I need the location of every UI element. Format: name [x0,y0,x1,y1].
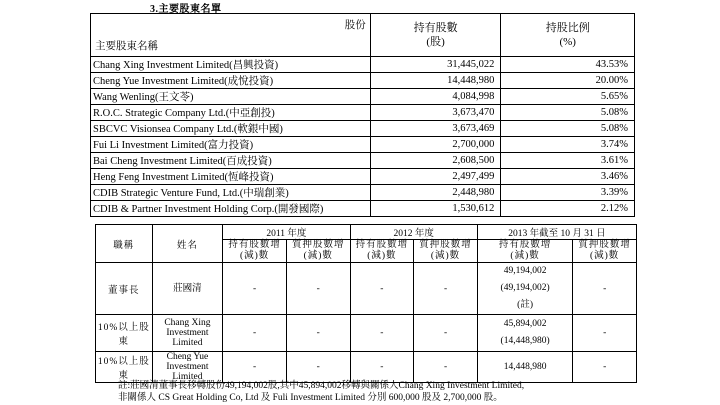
footnote [118,380,524,404]
period-2012: 2012 年度 [350,225,477,240]
ratio-col-header-line2: (%) [559,36,576,48]
change-value: - [350,315,414,352]
held-change-line2: (減)數 [367,251,397,261]
holder-shares: 3,673,469 [370,121,501,137]
table-row [91,73,635,89]
holder-shares: 4,084,998 [370,89,501,105]
table-row [96,315,637,352]
holder-ratio: 3.46% [501,169,635,185]
holder-ratio: 20.00% [501,73,635,89]
shareholding-changes-table [95,224,637,383]
person-name: 莊國清 [152,263,223,315]
holder-name: CDIB Strategic Venture Fund, Ltd.(中瑞創業) [91,185,371,201]
ratio-col-header-line1: 持股比例 [545,22,590,34]
table-row [91,57,635,73]
held-change-header [350,240,414,263]
holder-ratio: 3.74% [501,137,635,153]
pledge-change-line1: 質押股數增 [291,240,345,250]
holder-name: R.O.C. Strategic Company Ltd.(中亞創投) [91,105,371,121]
holder-name: CDIB & Partner Investment Holding Corp.(開發國際) [91,201,371,217]
person-title: 10%以上股東 [96,315,153,352]
section-title: 3.主要股東名單 [150,4,222,15]
person-title: 10%以上股東 [96,352,153,383]
held-change-header [477,240,572,263]
major-shareholders-table [90,13,635,217]
name-header-label: 主要股東名稱 [95,41,158,52]
holder-shares: 2,608,500 [370,153,501,169]
table-row [96,352,637,383]
table-row [96,263,637,315]
change-value-line: (49,194,002) [500,283,550,293]
pledge-change-header [573,240,637,263]
holder-shares: 2,448,980 [370,185,501,201]
holder-name: Fui Li Investment Limited(富力投資) [91,137,371,153]
person-title: 董事長 [96,263,153,315]
holder-name: Chang Xing Investment Limited(昌興投資) [91,57,371,73]
pledge-change-line2: (減)數 [303,251,333,261]
change-value: - [286,315,350,352]
held-change-line1: 持有股數增 [498,240,552,250]
shares-col-header-line1: 持有股數 [413,22,458,34]
period-2013: 2013 年截至 10 月 31 日 [477,225,636,240]
change-value: - [414,315,478,352]
change-value-line: 49,194,002 [503,266,547,276]
shares-col-header-line2: (股) [426,36,445,48]
change-value-2013 [477,263,572,315]
holder-shares: 14,448,980 [370,73,501,89]
change-value: - [286,263,350,315]
change-value: - [286,352,350,383]
held-change-line2: (減)數 [510,251,540,261]
table-row [91,201,635,217]
holder-shares: 1,530,612 [370,201,501,217]
holder-ratio: 5.08% [501,105,635,121]
holder-ratio: 5.08% [501,121,635,137]
holder-ratio: 3.61% [501,153,635,169]
table-row [91,121,635,137]
change-value: - [573,315,637,352]
pledge-change-line1: 質押股數增 [419,240,472,250]
change-value: - [573,352,637,383]
change-value: - [223,352,287,383]
holder-ratio: 2.12% [501,201,635,217]
holder-name: Wang Wenling(王文苓) [91,89,371,105]
held-change-header [223,240,287,263]
holder-shares: 2,497,499 [370,169,501,185]
holder-name: Cheng Yue Investment Limited(成悅投資) [91,73,371,89]
holder-ratio: 43.53% [501,57,635,73]
pledge-change-line1: 質押股數增 [578,240,631,250]
change-value: - [414,352,478,383]
holder-shares: 2,700,000 [370,137,501,153]
table-row [91,185,635,201]
change-value: - [573,263,637,315]
table-row [91,137,635,153]
held-change-line1: 持有股數增 [355,240,409,250]
note-marker: (註) [517,300,533,310]
table-row [91,105,635,121]
change-value: - [350,263,414,315]
change-value: - [414,263,478,315]
change-value-2013 [477,315,572,352]
holder-shares: 3,673,470 [370,105,501,121]
holder-name: Bai Cheng Investment Limited(百成投資) [91,153,371,169]
holder-ratio: 3.39% [501,185,635,201]
held-change-line2: (減)數 [239,251,270,261]
pledge-change-header [414,240,478,263]
footnote-line: 註:莊國清董事長移轉股份49,194,002股,其中45,894,002移轉與關係人Chang Xing Investment Limited, [118,381,525,391]
name-col-header: 姓名 [152,225,223,263]
holder-ratio: 5.65% [501,89,635,105]
held-change-line1: 持有股數增 [228,240,281,250]
pledge-change-line2: (減)數 [589,251,620,261]
person-name: Cheng Yue Investment Limited [152,352,223,383]
holders-header-row [91,14,635,57]
shares-col-header [370,14,501,57]
holder-name: SBCVC Visionsea Company Ltd.(軟銀中國) [91,121,371,137]
shares-header-label: 股份 [344,20,366,31]
change-value: - [223,315,287,352]
holders-header-diagonal-cell [91,14,371,57]
change-value-2013: 14,448,980 [477,352,572,383]
footnote-line: 非關係人 CS Great Holding Co, Ltd 及 Fuli Investment Limited 分別 600,000 股及 2,700,000 股。 [118,393,503,403]
table-row [91,153,635,169]
change-value-line: (14,448,980) [500,336,550,346]
change-value: - [223,263,287,315]
table-row [91,89,635,105]
change-value: - [350,352,414,383]
holder-shares: 31,445,022 [370,57,501,73]
period-2011: 2011 年度 [223,225,350,240]
holder-name: Heng Feng Investment Limited(恆峰投資) [91,169,371,185]
period-header-row [96,225,637,240]
table-row [91,169,635,185]
pledge-change-line2: (減)數 [430,251,461,261]
title-col-header: 職稱 [96,225,153,263]
pledge-change-header [286,240,350,263]
change-value-line: 45,894,002 [503,319,547,329]
person-name: Chang Xing Investment Limited [152,315,223,352]
ratio-col-header [501,14,635,57]
